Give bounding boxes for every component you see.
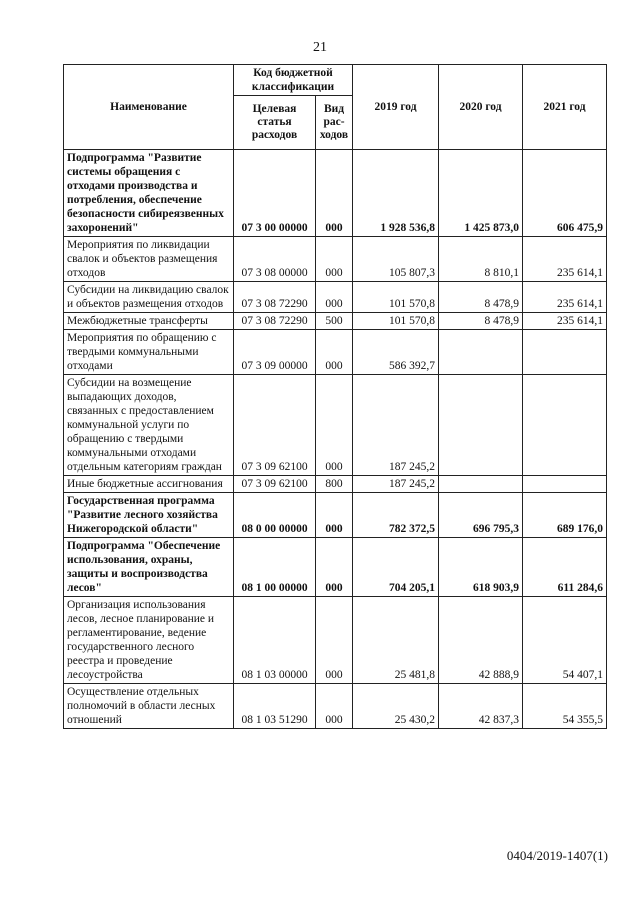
table-row xyxy=(64,313,607,330)
row-2019-cell: 25 481,8 xyxy=(353,597,439,684)
table-body xyxy=(64,150,607,729)
row-expense-type-cell: 000 xyxy=(316,150,353,237)
row-2021-cell: 689 176,0 xyxy=(523,493,607,538)
page-number: 21 xyxy=(313,40,327,55)
table-row xyxy=(64,282,607,313)
row-target-code-cell: 07 3 09 62100 xyxy=(234,375,316,476)
row-target-code-cell: 07 3 09 00000 xyxy=(234,330,316,375)
row-target-code-cell: 08 0 00 00000 xyxy=(234,493,316,538)
table-row xyxy=(64,375,607,476)
row-2021-cell: 606 475,9 xyxy=(523,150,607,237)
row-2021-cell xyxy=(523,375,607,476)
table-row xyxy=(64,538,607,597)
table-row xyxy=(64,597,607,684)
row-2021-cell: 235 614,1 xyxy=(523,282,607,313)
row-2021-cell: 611 284,6 xyxy=(523,538,607,597)
row-2019-cell: 704 205,1 xyxy=(353,538,439,597)
row-2021-cell: 54 407,1 xyxy=(523,597,607,684)
row-target-code-cell: 08 1 03 00000 xyxy=(234,597,316,684)
header-code-group: Код бюджетной классификации xyxy=(234,65,353,96)
row-2019-cell: 25 430,2 xyxy=(353,684,439,729)
row-target-code-cell: 07 3 09 62100 xyxy=(234,476,316,493)
row-name-cell: Подпрограмма "Развитие системы обращения с отходами производства и потребления, обеспечение безопасности сибиреязвенных захоронений" xyxy=(64,150,234,237)
row-2020-cell xyxy=(439,476,523,493)
row-2020-cell xyxy=(439,330,523,375)
header-target-article: Целевая статья расходов xyxy=(234,96,316,150)
row-expense-type-cell: 500 xyxy=(316,313,353,330)
row-expense-type-cell: 000 xyxy=(316,493,353,538)
table-row xyxy=(64,493,607,538)
row-name-cell: Субсидии на возмещение выпадающих доходов, связанных с предоставлением коммунальной услуги по обращению с твердыми коммунальными отходами отдельным категориям граждан xyxy=(64,375,234,476)
row-2019-cell: 187 245,2 xyxy=(353,476,439,493)
row-expense-type-cell: 000 xyxy=(316,597,353,684)
row-2021-cell xyxy=(523,330,607,375)
row-2020-cell: 696 795,3 xyxy=(439,493,523,538)
row-expense-type-cell: 000 xyxy=(316,282,353,313)
table-row xyxy=(64,476,607,493)
row-2019-cell: 187 245,2 xyxy=(353,375,439,476)
row-name-cell: Организация использования лесов, лесное планирование и регламентирование, ведение государственного лесного реестра и проведение лесоустройства xyxy=(64,597,234,684)
row-expense-type-cell: 000 xyxy=(316,330,353,375)
row-2021-cell: 235 614,1 xyxy=(523,237,607,282)
row-target-code-cell: 08 1 00 00000 xyxy=(234,538,316,597)
row-2019-cell: 101 570,8 xyxy=(353,282,439,313)
row-name-cell: Государственная программа "Развитие лесного хозяйства Нижегородской области" xyxy=(64,493,234,538)
row-2020-cell: 618 903,9 xyxy=(439,538,523,597)
header-2019: 2019 год xyxy=(353,65,439,150)
table-row xyxy=(64,330,607,375)
document-number: 0404/2019-1407(1) xyxy=(506,848,608,863)
row-expense-type-cell: 000 xyxy=(316,375,353,476)
row-2021-cell xyxy=(523,476,607,493)
header-expense-type: Вид рас-ходов xyxy=(316,96,353,150)
row-name-cell: Мероприятия по обращению с твердыми коммунальными отходами xyxy=(64,330,234,375)
row-name-cell: Мероприятия по ликвидации свалок и объектов размещения отходов xyxy=(64,237,234,282)
row-2020-cell: 42 888,9 xyxy=(439,597,523,684)
budget-table xyxy=(63,64,607,729)
row-name-cell: Подпрограмма "Обеспечение использования, охраны, защиты и воспроизводства лесов" xyxy=(64,538,234,597)
row-target-code-cell: 07 3 08 72290 xyxy=(234,282,316,313)
row-target-code-cell: 07 3 08 72290 xyxy=(234,313,316,330)
row-target-code-cell: 08 1 03 51290 xyxy=(234,684,316,729)
row-2019-cell: 782 372,5 xyxy=(353,493,439,538)
header-2020: 2020 год xyxy=(439,65,523,150)
row-name-cell: Осуществление отдельных полномочий в области лесных отношений xyxy=(64,684,234,729)
row-2021-cell: 54 355,5 xyxy=(523,684,607,729)
row-2019-cell: 586 392,7 xyxy=(353,330,439,375)
row-2020-cell: 1 425 873,0 xyxy=(439,150,523,237)
row-name-cell: Субсидии на ликвидацию свалок и объектов размещения отходов xyxy=(64,282,234,313)
row-target-code-cell: 07 3 00 00000 xyxy=(234,150,316,237)
row-2020-cell: 8 478,9 xyxy=(439,282,523,313)
row-name-cell: Межбюджетные трансферты xyxy=(64,313,234,330)
header-2021: 2021 год xyxy=(523,65,607,150)
row-target-code-cell: 07 3 08 00000 xyxy=(234,237,316,282)
row-2019-cell: 101 570,8 xyxy=(353,313,439,330)
row-expense-type-cell: 800 xyxy=(316,476,353,493)
row-name-cell: Иные бюджетные ассигнования xyxy=(64,476,234,493)
row-2019-cell: 1 928 536,8 xyxy=(353,150,439,237)
row-2019-cell: 105 807,3 xyxy=(353,237,439,282)
row-2020-cell: 8 478,9 xyxy=(439,313,523,330)
row-2020-cell: 8 810,1 xyxy=(439,237,523,282)
row-2021-cell: 235 614,1 xyxy=(523,313,607,330)
table-row xyxy=(64,684,607,729)
row-expense-type-cell: 000 xyxy=(316,538,353,597)
row-2020-cell: 42 837,3 xyxy=(439,684,523,729)
header-name: Наименование xyxy=(64,65,234,150)
row-2020-cell xyxy=(439,375,523,476)
table-row xyxy=(64,237,607,282)
table-row xyxy=(64,150,607,237)
row-expense-type-cell: 000 xyxy=(316,684,353,729)
row-expense-type-cell: 000 xyxy=(316,237,353,282)
